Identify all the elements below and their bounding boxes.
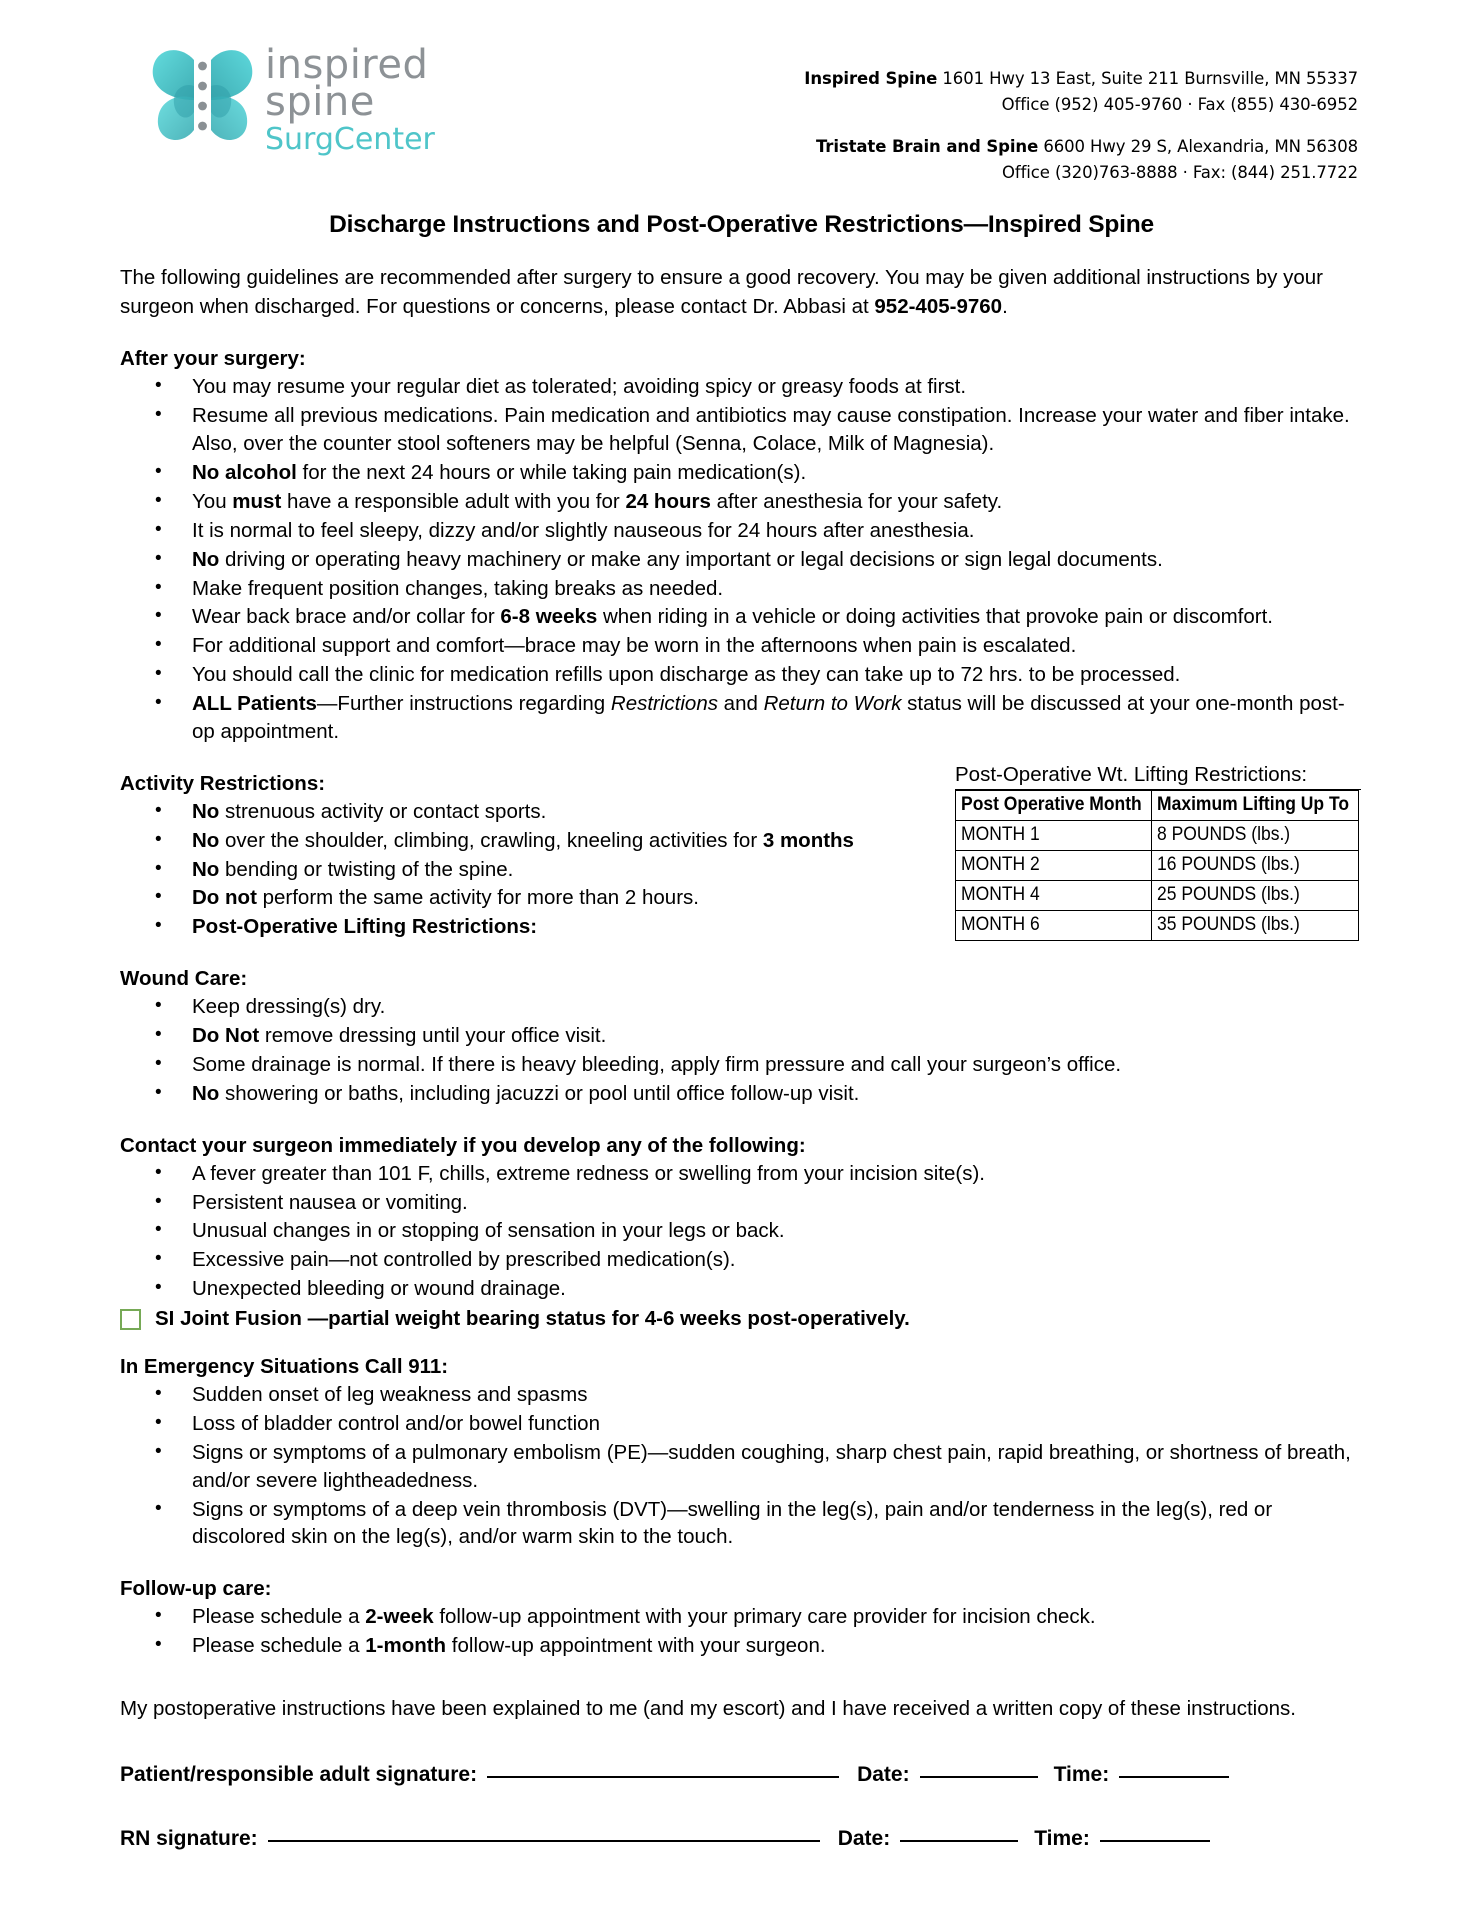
clinic-contact-info	[480, 42, 1358, 185]
item-pre: Please schedule a	[192, 1634, 366, 1658]
section-heading-emergency: In Emergency Situations Call 911:	[120, 1355, 449, 1379]
table-cell-max-lifting: 35 POUNDS (lbs.)	[1152, 910, 1342, 940]
rn-time-label: Time:	[1034, 1827, 1090, 1851]
rn-signature-row	[120, 1827, 1363, 1851]
table-row	[956, 910, 1359, 940]
item-pre: Please schedule a	[192, 1605, 366, 1629]
item-text: strenuous activity or contact sports.	[219, 799, 547, 823]
patient-date-label: Date:	[857, 1763, 910, 1787]
item-bold: 2-week	[365, 1605, 434, 1629]
item-text: —Further instructions regarding Restrictions and Return to Work status will be discussed at your one-month post-op appointment.	[192, 692, 1345, 743]
item-bold: Do not	[192, 886, 257, 910]
item-text-2: after anesthesia for your safety.	[710, 489, 1003, 513]
clinic2-address: 6600 Hwy 29 S, Alexandria, MN 56308	[1038, 137, 1358, 157]
intro-text: The following guidelines are recommended after surgery to ensure a good recovery. You may be given additional instructions by your surgeon when discharged. For questions or concerns, please contact Dr. Abbasi at	[120, 266, 1323, 319]
item-text: You should call the clinic for medication refills upon discharge as they can take up to 72 hrs. to be processed.	[192, 663, 1181, 687]
item-italic-restrictions: Restrictions	[610, 692, 718, 716]
item-text: bending or twisting of the spine.	[219, 857, 514, 881]
section-heading-activity-restrictions: Activity Restrictions:	[120, 771, 326, 795]
list-followup	[120, 1603, 1363, 1660]
item-bold: 6-8 weeks	[500, 605, 598, 629]
list-item: • Unexpected bleeding or wound drainage.	[120, 1275, 1363, 1303]
table-cell-month: MONTH 6	[956, 910, 1136, 940]
item-text: when riding in a vehicle or doing activities that provoke pain or discomfort.	[597, 605, 1273, 629]
list-item	[120, 1022, 1363, 1050]
list-item	[120, 603, 1363, 631]
table-header-cell: Post Operative Month	[956, 790, 1136, 820]
list-item	[120, 798, 920, 826]
weight-lifting-restrictions-block	[955, 763, 1361, 941]
intro-paragraph	[120, 263, 1363, 321]
list-item	[120, 993, 1363, 1021]
list-item	[120, 884, 920, 912]
section-heading-followup: Follow-up care:	[120, 1577, 272, 1601]
item-text: Make frequent position changes, taking breaks as needed.	[192, 576, 724, 600]
item-bold: No	[192, 1081, 220, 1105]
logo-line-2: spine	[265, 78, 375, 125]
list-item: • Persistent nausea or vomiting.	[120, 1189, 1363, 1217]
list-after-surgery	[120, 373, 1363, 745]
item-bold-2: 3 months	[762, 828, 854, 852]
clinic1-phones: Office (952) 405-9760 · Fax (855) 430-6952	[1001, 94, 1358, 114]
list-item: • Excessive pain—not controlled by prescribed medication(s).	[120, 1246, 1363, 1274]
item-text: perform the same activity for more than 2 hours.	[256, 886, 699, 910]
item-text: driving or operating heavy machinery or make any important or legal decisions or sign legal documents.	[219, 547, 1163, 571]
item-bold: Post-Operative Lifting Restrictions:	[192, 915, 538, 939]
list-contact-surgeon	[120, 1160, 1363, 1303]
table-cell-max-lifting: 25 POUNDS (lbs.)	[1152, 880, 1342, 910]
table-cell-month: MONTH 1	[956, 820, 1136, 850]
item-text: remove dressing until your office visit.	[259, 1024, 607, 1048]
table-cell-month: MONTH 2	[956, 850, 1136, 880]
logo-line-1: inspired	[265, 41, 429, 88]
patient-time-label: Time:	[1053, 1763, 1110, 1787]
company-logo	[150, 41, 480, 157]
item-text: over the shoulder, climbing, crawling, kneeling activities for	[219, 828, 763, 852]
patient-time-line[interactable]	[1119, 1776, 1229, 1778]
document-body	[0, 263, 1483, 1851]
checkbox-icon[interactable]	[120, 1309, 141, 1330]
item-pre: Wear back brace and/or collar for	[192, 605, 501, 629]
item-text: For additional support and comfort—brace may be worn in the afternoons when pain is escalated.	[192, 634, 1077, 658]
item-text: It is normal to feel sleepy, dizzy and/or slightly nauseous for 24 hours after anesthesia.	[192, 518, 975, 542]
table-cell-max-lifting: 8 POUNDS (lbs.)	[1152, 820, 1342, 850]
acknowledgement-paragraph: My postoperative instructions have been explained to me (and my escort) and I have received a written copy of these instructions.	[120, 1697, 1296, 1721]
item-text: Keep dressing(s) dry.	[192, 995, 386, 1019]
list-emergency	[120, 1381, 1363, 1551]
item-text: follow-up appointment with your surgeon.	[446, 1634, 826, 1658]
si-joint-fusion-label: SI Joint Fusion —partial weight bearing status for 4-6 weeks post-operatively.	[155, 1307, 910, 1331]
logo-line-3: SurgCenter	[265, 121, 435, 157]
logo-wordmark	[265, 41, 435, 157]
list-item	[120, 373, 1363, 401]
clinic-inspired-spine	[480, 66, 1358, 117]
list-item	[120, 856, 920, 884]
si-joint-fusion-checkbox-row[interactable]	[120, 1307, 1363, 1331]
list-item	[120, 1603, 1363, 1631]
list-item	[120, 827, 920, 855]
item-bold: No	[192, 828, 220, 852]
item-bold: 1-month	[365, 1634, 447, 1658]
item-text: Some drainage is normal. If there is heavy bleeding, apply firm pressure and call your surgeon’s office.	[192, 1052, 1122, 1076]
item-bold: No	[192, 547, 220, 571]
weight-lifting-table	[955, 790, 1359, 941]
clinic2-name: Tristate Brain and Spine	[815, 137, 1039, 157]
rn-date-label: Date:	[837, 1827, 891, 1851]
list-item	[120, 913, 920, 941]
item-text: showering or baths, including jacuzzi or pool until office follow-up visit.	[219, 1081, 860, 1105]
clinic1-name: Inspired Spine	[804, 69, 938, 88]
rn-time-line[interactable]	[1100, 1840, 1210, 1842]
clinic1-address: 1601 Hwy 13 East, Suite 211 Burnsville, MN 55337	[937, 69, 1358, 88]
clinic2-phones: Office (320)763-8888 · Fax: (844) 251.7722	[1002, 162, 1358, 182]
item-bold: No	[192, 857, 220, 881]
item-bold: No alcohol	[192, 461, 297, 485]
list-item	[120, 661, 1363, 689]
item-italic-return-to-work: Return to Work	[763, 692, 902, 716]
table-row	[956, 820, 1359, 850]
table-cell-max-lifting: 16 POUNDS (lbs.)	[1152, 850, 1342, 880]
list-item: • Loss of bladder control and/or bowel function	[120, 1410, 1363, 1438]
table-row	[956, 850, 1359, 880]
butterfly-spine-logo-icon	[150, 42, 255, 154]
table-cell-month: MONTH 4	[956, 880, 1136, 910]
list-item	[120, 1051, 1363, 1079]
list-item	[120, 488, 1363, 516]
weight-lifting-table-caption: Post-Operative Wt. Lifting Restrictions:	[955, 763, 1361, 790]
list-item	[120, 459, 1363, 487]
list-item	[120, 1632, 1363, 1660]
item-bold: ALL Patients	[192, 692, 317, 716]
patient-signature-row	[120, 1763, 1363, 1787]
list-item: • A fever greater than 101 F, chills, extreme redness or swelling from your incision site(s).	[120, 1160, 1363, 1188]
section-heading-wound-care: Wound Care:	[120, 967, 248, 991]
item-text: follow-up appointment with your primary care provider for incision check.	[433, 1605, 1096, 1629]
list-item	[120, 632, 1363, 660]
rn-signature-line[interactable]	[268, 1840, 820, 1842]
section-heading-contact-surgeon: Contact your surgeon immediately if you develop any of the following:	[120, 1133, 806, 1157]
list-item: • Unusual changes in or stopping of sensation in your legs or back.	[120, 1217, 1363, 1245]
table-header-cell: Maximum Lifting Up To	[1152, 790, 1342, 820]
item-bold: No	[192, 799, 220, 823]
document-header	[0, 0, 1483, 185]
item-pre: You	[192, 489, 233, 513]
list-item	[120, 402, 1363, 458]
list-wound-care	[120, 993, 1363, 1108]
clinic1-address-line	[480, 66, 1358, 92]
list-item	[120, 517, 1363, 545]
patient-signature-label: Patient/responsible adult signature:	[120, 1763, 478, 1787]
item-bold-2: 24 hours	[625, 489, 711, 513]
clinic2-address-line	[480, 134, 1358, 160]
rn-signature-label: RN signature:	[120, 1827, 258, 1851]
patient-date-line[interactable]	[920, 1776, 1038, 1778]
clinic-tristate	[480, 134, 1358, 185]
intro-phone: 952-405-9760	[874, 295, 1003, 319]
item-text: have a responsible adult with you for	[281, 489, 626, 513]
patient-signature-line[interactable]	[487, 1776, 839, 1778]
item-text: for the next 24 hours or while taking pain medication(s).	[296, 461, 807, 485]
list-item	[120, 575, 1363, 603]
list-item: • Signs or symptoms of a pulmonary embolism (PE)—sudden coughing, sharp chest pain, rapid breathing, or shortness of breath, and/or severe lightheadedness.	[120, 1439, 1363, 1495]
section-heading-after-surgery: After your surgery:	[120, 347, 306, 371]
intro-period: .	[1002, 295, 1008, 319]
table-row	[956, 880, 1359, 910]
table-header-row	[956, 790, 1359, 820]
list-item: • Signs or symptoms of a deep vein thrombosis (DVT)—swelling in the leg(s), pain and/or tenderness in the leg(s), red or discolored skin on the leg(s), and/or warm skin to the touch.	[120, 1496, 1363, 1552]
list-activity-restrictions	[120, 798, 920, 941]
item-bold: must	[232, 489, 282, 513]
item-bold: Do Not	[192, 1024, 260, 1048]
item-text: Resume all previous medications. Pain medication and antibiotics may cause constipation. Increase your water and fiber intake. Also, over the counter stool softeners may be helpful (Senna, Colace, Milk of Magnesia).	[192, 404, 1350, 456]
list-item	[120, 690, 1363, 746]
page-title: Discharge Instructions and Post-Operative Restrictions—Inspired Spine	[329, 211, 1154, 239]
list-item	[120, 546, 1363, 574]
item-text: You may resume your regular diet as tolerated; avoiding spicy or greasy foods at first.	[192, 375, 967, 399]
list-item	[120, 1080, 1363, 1108]
rn-date-line[interactable]	[900, 1840, 1018, 1842]
list-item: • Sudden onset of leg weakness and spasms	[120, 1381, 1363, 1409]
